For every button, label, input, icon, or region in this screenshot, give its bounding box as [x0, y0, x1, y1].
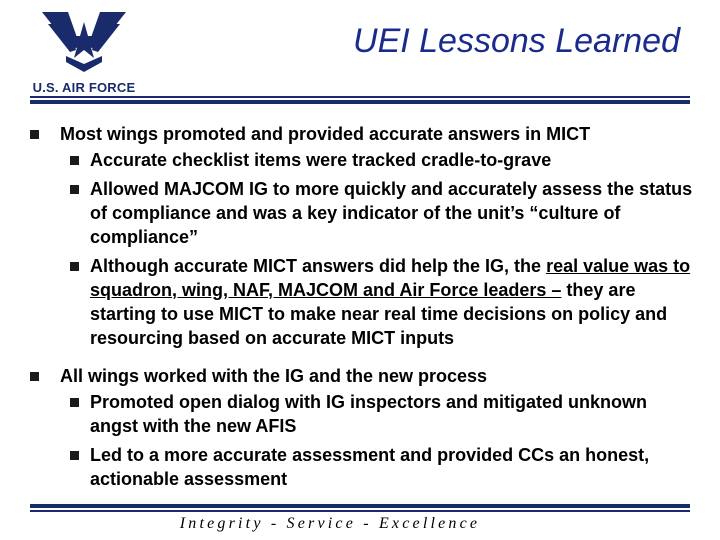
footer-divider-thick	[30, 504, 690, 508]
square-bullet-icon	[70, 398, 79, 407]
square-bullet-icon	[30, 130, 39, 139]
air-force-logo	[28, 6, 140, 96]
sub-bullet-text: Led to a more accurate assessment and provided CCs an honest, actionable assessment	[90, 445, 650, 489]
header-divider-thin	[30, 96, 690, 98]
header-divider-thick	[30, 100, 690, 104]
sub-bullet-text: Accurate checklist items were tracked cradle-to-grave	[90, 150, 552, 170]
slide-title: UEI Lessons Learned	[353, 22, 680, 60]
footer-divider-thin	[30, 510, 690, 512]
square-bullet-icon	[70, 156, 79, 165]
square-bullet-icon	[70, 185, 79, 194]
sub-bullet-text: Allowed MAJCOM IG to more quickly and accurately assess the status of compliance and was a key indicator of the unit’s “culture of compliance”	[90, 179, 693, 247]
sub-bullet-item	[30, 443, 696, 491]
sub-bullet-text-lead: Although accurate MICT answers did help the IG, the	[90, 256, 547, 276]
square-bullet-icon	[70, 262, 79, 271]
sub-bullet-text: Promoted open dialog with IG inspectors and mitigated unknown angst with the new AFIS	[90, 392, 648, 436]
bullet-text: All wings worked with the IG and the new process	[60, 366, 488, 386]
sub-bullet-item	[30, 177, 696, 249]
logo-wordmark: U.S. AIR FORCE	[32, 80, 136, 95]
sub-bullet-item	[30, 254, 696, 350]
footer-motto: Integrity - Service - Excellence	[179, 515, 481, 532]
bullet-item	[30, 122, 696, 350]
square-bullet-icon	[70, 451, 79, 460]
bullet-item	[30, 364, 696, 491]
sub-bullet-item	[30, 148, 696, 172]
bullet-text: Most wings promoted and provided accurate answers in MICT	[60, 124, 591, 144]
sub-bullet-text-tail: they are starting to use MICT to make near real time decisions on policy and resourcing based on accurate MICT inputs	[90, 280, 668, 348]
sub-bullet-text-underlined: real value was to squadron, wing, NAF, MAJCOM and Air Force leaders –	[90, 256, 691, 300]
square-bullet-icon	[30, 372, 39, 381]
air-force-wings-icon	[42, 6, 126, 76]
bullet-list	[30, 122, 696, 491]
sub-bullet-item	[30, 390, 696, 438]
